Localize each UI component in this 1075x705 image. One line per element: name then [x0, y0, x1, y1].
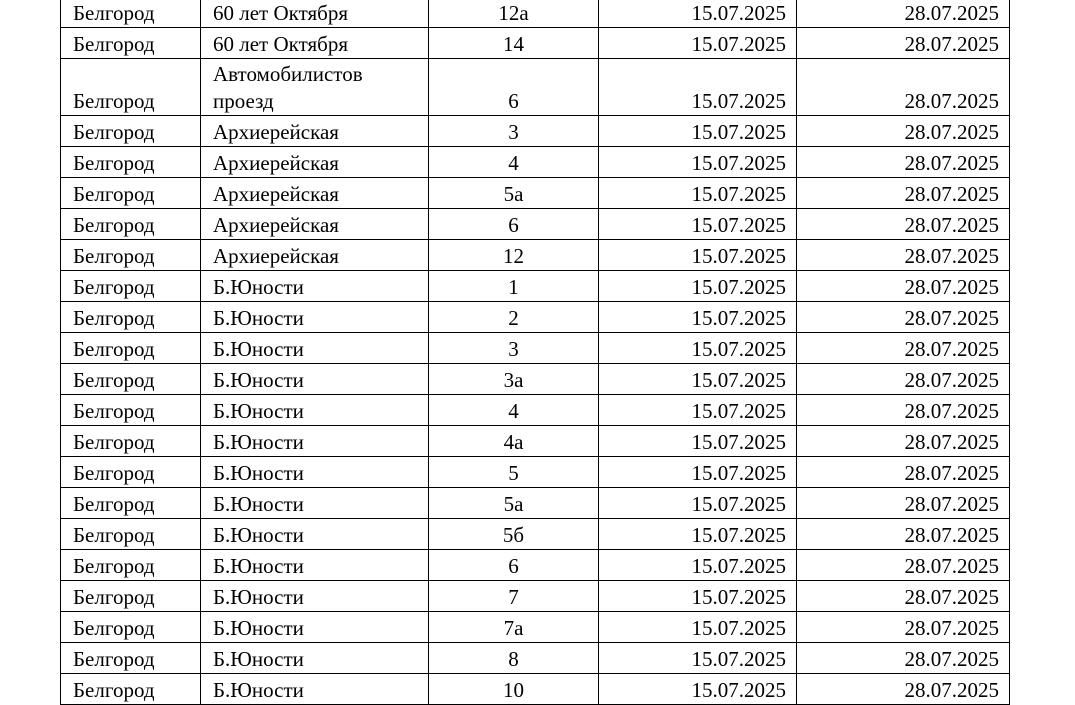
cell-house-number: 4 — [429, 147, 599, 178]
cell-start-date: 15.07.2025 — [599, 116, 797, 147]
table-row — [61, 457, 1010, 488]
cell-start-date: 15.07.2025 — [599, 426, 797, 457]
cell-end-date: 28.07.2025 — [797, 426, 1010, 457]
cell-end-date: 28.07.2025 — [797, 0, 1010, 28]
cell-house-number: 7а — [429, 612, 599, 643]
cell-start-date: 15.07.2025 — [599, 302, 797, 333]
cell-house-number: 14 — [429, 28, 599, 59]
cell-city: Белгород — [61, 209, 201, 240]
cell-house-number: 12 — [429, 240, 599, 271]
cell-end-date: 28.07.2025 — [797, 209, 1010, 240]
cell-house-number: 8 — [429, 643, 599, 674]
cell-city: Белгород — [61, 488, 201, 519]
cell-end-date: 28.07.2025 — [797, 674, 1010, 705]
cell-street: 60 лет Октября — [201, 0, 429, 28]
cell-start-date: 15.07.2025 — [599, 643, 797, 674]
cell-start-date: 15.07.2025 — [599, 59, 797, 116]
cell-start-date: 15.07.2025 — [599, 519, 797, 550]
cell-city: Белгород — [61, 271, 201, 302]
cell-end-date: 28.07.2025 — [797, 395, 1010, 426]
cell-house-number: 7 — [429, 581, 599, 612]
outage-schedule-table — [60, 0, 1010, 705]
cell-city: Белгород — [61, 364, 201, 395]
cell-street: Б.Юности — [201, 612, 429, 643]
cell-end-date: 28.07.2025 — [797, 147, 1010, 178]
cell-city: Белгород — [61, 519, 201, 550]
cell-city: Белгород — [61, 550, 201, 581]
cell-end-date: 28.07.2025 — [797, 457, 1010, 488]
table-row — [61, 581, 1010, 612]
cell-street: Б.Юности — [201, 581, 429, 612]
cell-house-number: 1 — [429, 271, 599, 302]
table-row — [61, 488, 1010, 519]
cell-end-date: 28.07.2025 — [797, 302, 1010, 333]
table-row — [61, 612, 1010, 643]
cell-end-date: 28.07.2025 — [797, 271, 1010, 302]
cell-house-number: 3а — [429, 364, 599, 395]
cell-house-number: 5а — [429, 488, 599, 519]
cell-street: Б.Юности — [201, 488, 429, 519]
cell-city: Белгород — [61, 28, 201, 59]
cell-city: Белгород — [61, 426, 201, 457]
table-row — [61, 147, 1010, 178]
cell-end-date: 28.07.2025 — [797, 28, 1010, 59]
cell-end-date: 28.07.2025 — [797, 519, 1010, 550]
cell-house-number: 12а — [429, 0, 599, 28]
cell-street: Б.Юности — [201, 302, 429, 333]
cell-city: Белгород — [61, 457, 201, 488]
cell-city: Белгород — [61, 302, 201, 333]
table-body — [61, 0, 1010, 705]
cell-house-number: 10 — [429, 674, 599, 705]
cell-start-date: 15.07.2025 — [599, 457, 797, 488]
cell-start-date: 15.07.2025 — [599, 271, 797, 302]
cell-start-date: 15.07.2025 — [599, 240, 797, 271]
cell-house-number: 2 — [429, 302, 599, 333]
cell-city: Белгород — [61, 240, 201, 271]
cell-street: Б.Юности — [201, 550, 429, 581]
cell-start-date: 15.07.2025 — [599, 395, 797, 426]
cell-street: Б.Юности — [201, 457, 429, 488]
cell-street: Архиерейская — [201, 240, 429, 271]
cell-start-date: 15.07.2025 — [599, 674, 797, 705]
cell-start-date: 15.07.2025 — [599, 0, 797, 28]
cell-city: Белгород — [61, 0, 201, 28]
cell-end-date: 28.07.2025 — [797, 116, 1010, 147]
cell-end-date: 28.07.2025 — [797, 178, 1010, 209]
table-row — [61, 426, 1010, 457]
cell-street: Б.Юности — [201, 395, 429, 426]
cell-street: Б.Юности — [201, 271, 429, 302]
cell-start-date: 15.07.2025 — [599, 612, 797, 643]
table-row — [61, 116, 1010, 147]
table-row — [61, 271, 1010, 302]
table-row — [61, 395, 1010, 426]
cell-city: Белгород — [61, 674, 201, 705]
cell-street: Архиерейская — [201, 147, 429, 178]
cell-end-date: 28.07.2025 — [797, 612, 1010, 643]
cell-end-date: 28.07.2025 — [797, 488, 1010, 519]
cell-house-number: 5а — [429, 178, 599, 209]
cell-start-date: 15.07.2025 — [599, 333, 797, 364]
cell-city: Белгород — [61, 147, 201, 178]
cell-street: Б.Юности — [201, 643, 429, 674]
cell-street: Б.Юности — [201, 674, 429, 705]
cell-house-number: 6 — [429, 550, 599, 581]
table-row — [61, 59, 1010, 116]
cell-end-date: 28.07.2025 — [797, 581, 1010, 612]
cell-start-date: 15.07.2025 — [599, 147, 797, 178]
cell-end-date: 28.07.2025 — [797, 364, 1010, 395]
cell-end-date: 28.07.2025 — [797, 59, 1010, 116]
table-row — [61, 519, 1010, 550]
cell-start-date: 15.07.2025 — [599, 209, 797, 240]
table-row — [61, 178, 1010, 209]
cell-street: Б.Юности — [201, 426, 429, 457]
cell-house-number: 5б — [429, 519, 599, 550]
table-row — [61, 550, 1010, 581]
table-row — [61, 209, 1010, 240]
cell-start-date: 15.07.2025 — [599, 550, 797, 581]
cell-city: Белгород — [61, 581, 201, 612]
cell-start-date: 15.07.2025 — [599, 581, 797, 612]
cell-street: Архиерейская — [201, 178, 429, 209]
cell-street: Автомобилистов проезд — [201, 59, 429, 116]
table-row — [61, 302, 1010, 333]
cell-city: Белгород — [61, 59, 201, 116]
cell-street: Б.Юности — [201, 519, 429, 550]
cell-house-number: 6 — [429, 209, 599, 240]
cell-street: Б.Юности — [201, 333, 429, 364]
cell-end-date: 28.07.2025 — [797, 333, 1010, 364]
table-row — [61, 0, 1010, 28]
cell-house-number: 3 — [429, 333, 599, 364]
cell-house-number: 4а — [429, 426, 599, 457]
table-row — [61, 333, 1010, 364]
table-row — [61, 240, 1010, 271]
cell-start-date: 15.07.2025 — [599, 364, 797, 395]
table-row — [61, 28, 1010, 59]
cell-end-date: 28.07.2025 — [797, 643, 1010, 674]
cell-street: Архиерейская — [201, 209, 429, 240]
cell-street: 60 лет Октября — [201, 28, 429, 59]
cell-house-number: 4 — [429, 395, 599, 426]
cell-end-date: 28.07.2025 — [797, 550, 1010, 581]
cell-start-date: 15.07.2025 — [599, 488, 797, 519]
cell-street: Архиерейская — [201, 116, 429, 147]
table-row — [61, 643, 1010, 674]
cell-city: Белгород — [61, 333, 201, 364]
cell-city: Белгород — [61, 395, 201, 426]
cell-city: Белгород — [61, 643, 201, 674]
cell-city: Белгород — [61, 612, 201, 643]
cell-house-number: 5 — [429, 457, 599, 488]
table-row — [61, 364, 1010, 395]
table-row — [61, 674, 1010, 705]
cell-city: Белгород — [61, 178, 201, 209]
cell-house-number: 6 — [429, 59, 599, 116]
cell-start-date: 15.07.2025 — [599, 178, 797, 209]
cell-start-date: 15.07.2025 — [599, 28, 797, 59]
cell-house-number: 3 — [429, 116, 599, 147]
cell-street: Б.Юности — [201, 364, 429, 395]
cell-city: Белгород — [61, 116, 201, 147]
cell-end-date: 28.07.2025 — [797, 240, 1010, 271]
